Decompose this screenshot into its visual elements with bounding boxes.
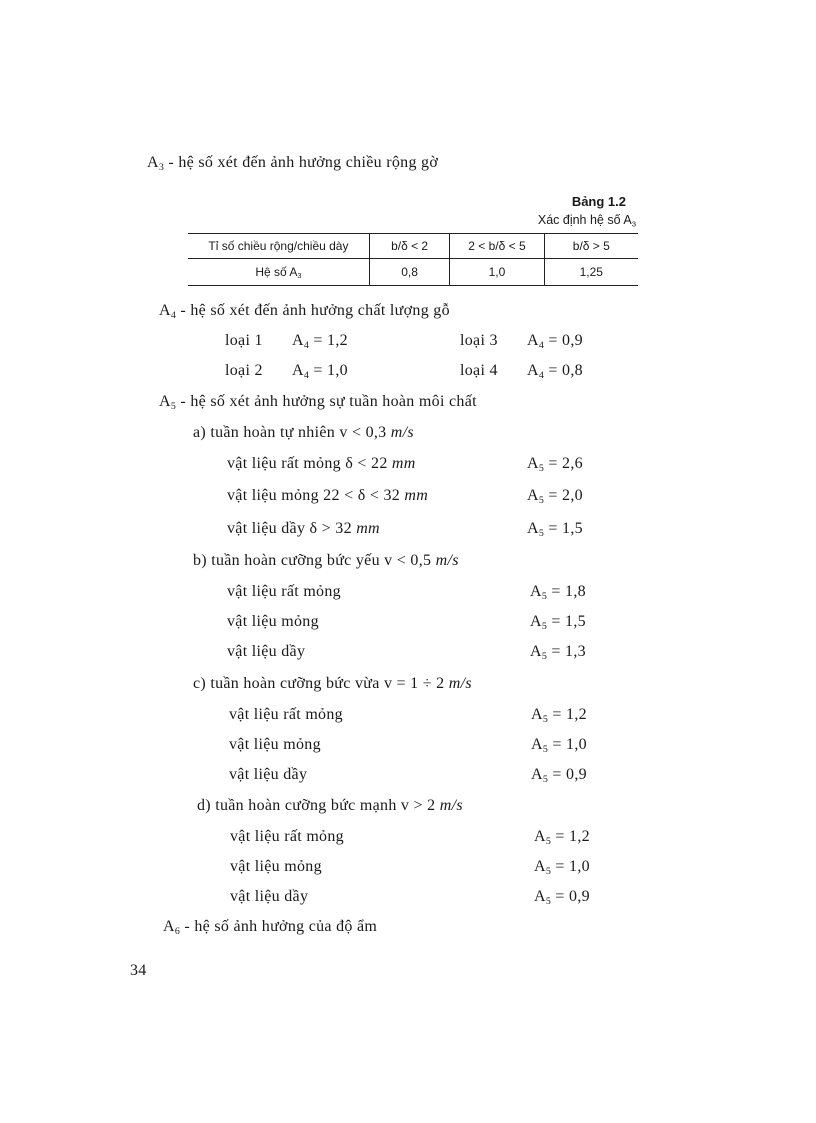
grade-value: = 1,0 (309, 362, 348, 379)
a4-intro-text: - hệ số xét đến ảnh hưởng chất lượng gỗ (176, 302, 450, 319)
item-text: vật liệu mỏng (229, 736, 321, 753)
section-unit: m/s (448, 675, 472, 692)
a5-a-item-2-value (527, 487, 583, 505)
a3-symbol: A (147, 154, 159, 171)
a5-d-item-3-value (534, 888, 590, 906)
page-number: 34 (130, 962, 147, 979)
table-header-cell: b/δ < 2 (369, 234, 449, 259)
item-value: = 1,5 (547, 613, 586, 630)
item-symbol: A (527, 520, 539, 537)
item-sub: 5 (542, 743, 549, 755)
item-text: vật liệu dầy (230, 888, 309, 905)
a5-c-item-3 (229, 766, 307, 784)
item-value: = 1,0 (548, 736, 587, 753)
a5-c-item-2-value (531, 736, 587, 754)
grade-sub: 4 (538, 369, 545, 381)
grade-value: = 0,8 (544, 362, 583, 379)
table-header-cell: b/δ > 5 (544, 234, 638, 259)
item-symbol: A (531, 766, 543, 783)
table-label: Bảng 1.2 (571, 194, 626, 209)
item-text: vật liệu dầy (227, 643, 306, 660)
section-unit: m/s (435, 552, 459, 569)
a4-intro (159, 302, 450, 320)
table-cell: 1,0 (450, 259, 544, 286)
a5-sub: 5 (170, 400, 177, 412)
item-symbol: A (527, 455, 539, 472)
item-sub: 5 (541, 620, 548, 632)
item-value: = 1,8 (547, 583, 586, 600)
section-heading-text: a) tuần hoàn tự nhiên v < 0,3 (193, 424, 391, 441)
item-text: vật liệu dầy (229, 766, 308, 783)
a4-grade-4 (460, 362, 498, 380)
grade-value: = 0,9 (544, 332, 583, 349)
a4-grade-3 (460, 332, 498, 350)
coefficient-table (188, 233, 638, 286)
item-unit: mm (391, 455, 416, 472)
a3-intro-text: - hệ số xét đến ảnh hưởng chiều rộng gờ (164, 154, 439, 171)
table-cell: 1,25 (544, 259, 638, 286)
item-sub: 5 (545, 865, 552, 877)
item-sub: 5 (542, 713, 549, 725)
table-header-cell: 2 < b/δ < 5 (450, 234, 544, 259)
table-row-label-sub: 3 (297, 271, 302, 281)
item-text: vật liệu mỏng 22 < δ < 32 (227, 487, 405, 504)
item-value: = 1,2 (548, 706, 587, 723)
grade-value: = 1,2 (309, 332, 348, 349)
item-value: = 2,0 (544, 487, 583, 504)
a5-intro-text: - hệ số xét ảnh hưởng sự tuần hoàn môi chất (176, 393, 477, 410)
a5-intro (159, 393, 477, 411)
grade-label: loại 4 (460, 362, 498, 379)
item-text: vật liệu mỏng (230, 858, 322, 875)
a4-sub: 4 (170, 309, 177, 321)
item-sub: 5 (541, 590, 548, 602)
a5-section-b-heading (193, 552, 459, 570)
a5-b-item-2 (227, 613, 319, 631)
item-value: = 1,3 (547, 643, 586, 660)
table-header-cell: Tỉ số chiều rộng/chiều dày (188, 234, 369, 259)
a4-grade-4-value (527, 362, 583, 380)
section-unit: m/s (439, 797, 463, 814)
item-sub: 5 (538, 494, 545, 506)
table-row-label-text: Hệ số A (255, 265, 298, 279)
item-text: vật liệu dầy δ > 32 (227, 520, 357, 537)
grade-sub: 4 (303, 339, 310, 351)
a5-d-item-2 (230, 858, 322, 876)
a5-symbol: A (159, 393, 171, 410)
item-symbol: A (530, 643, 542, 660)
a5-b-item-3-value (530, 643, 586, 661)
section-heading-text: b) tuần hoàn cưỡng bức yếu v < 0,5 (193, 552, 436, 569)
a5-section-d-heading (197, 797, 463, 815)
item-value: = 0,9 (548, 766, 587, 783)
item-sub: 5 (542, 773, 549, 785)
a5-c-item-1 (229, 706, 343, 724)
grade-label: loại 3 (460, 332, 498, 349)
section-unit: m/s (390, 424, 414, 441)
a3-intro (147, 154, 438, 172)
grade-symbol: A (527, 332, 539, 349)
item-value: = 1,2 (551, 828, 590, 845)
a6-symbol: A (163, 918, 175, 935)
item-symbol: A (531, 706, 543, 723)
item-sub: 5 (538, 527, 545, 539)
table-title (538, 213, 636, 227)
a5-d-item-1-value (534, 828, 590, 846)
a5-a-item-1 (227, 455, 416, 473)
a4-grade-1-value (292, 332, 348, 350)
a5-section-c-heading (193, 675, 472, 693)
item-text: vật liệu rất mỏng (227, 583, 341, 600)
grade-sub: 4 (538, 339, 545, 351)
a5-section-a-heading (193, 424, 414, 442)
item-text: vật liệu mỏng (227, 613, 319, 630)
a5-a-item-3-value (527, 520, 583, 538)
item-text: vật liệu rất mỏng δ < 22 (227, 455, 392, 472)
grade-symbol: A (292, 332, 304, 349)
a4-grade-2 (225, 362, 263, 380)
item-symbol: A (530, 583, 542, 600)
item-unit: mm (356, 520, 380, 537)
table-row-label (188, 259, 369, 286)
a5-a-item-2 (227, 487, 428, 505)
a5-d-item-3 (230, 888, 308, 906)
item-text: vật liệu rất mỏng (229, 706, 343, 723)
a3-sub: 3 (158, 161, 165, 173)
a5-c-item-2 (229, 736, 321, 754)
a5-d-item-1 (230, 828, 344, 846)
table-title-sub: 3 (631, 219, 636, 229)
item-sub: 5 (545, 835, 552, 847)
item-symbol: A (534, 858, 546, 875)
item-symbol: A (530, 613, 542, 630)
a5-b-item-1 (227, 583, 341, 601)
table-header-row (188, 234, 638, 259)
a5-d-item-2-value (534, 858, 590, 876)
a5-b-item-2-value (530, 613, 586, 631)
grade-label: loại 2 (225, 362, 263, 379)
item-symbol: A (534, 828, 546, 845)
a5-a-item-3 (227, 520, 380, 538)
item-value: = 0,9 (551, 888, 590, 905)
grade-sub: 4 (303, 369, 310, 381)
table-cell: 0,8 (369, 259, 449, 286)
item-symbol: A (531, 736, 543, 753)
table-row (188, 259, 638, 286)
a6-intro-text: - hệ số ảnh hưởng của độ ẩm (180, 918, 378, 935)
grade-symbol: A (527, 362, 539, 379)
a4-symbol: A (159, 302, 171, 319)
table-title-text: Xác định hệ số A (537, 213, 632, 227)
section-heading-text: c) tuần hoàn cưỡng bức vừa v = 1 ÷ 2 (193, 675, 449, 692)
section-heading-text: d) tuần hoàn cưỡng bức mạnh v > 2 (197, 797, 440, 814)
a6-intro (163, 918, 377, 936)
item-text: vật liệu rất mỏng (230, 828, 344, 845)
a6-sub: 6 (174, 925, 181, 937)
item-symbol: A (527, 487, 539, 504)
grade-symbol: A (292, 362, 304, 379)
item-sub: 5 (538, 462, 545, 474)
a5-a-item-1-value (527, 455, 583, 473)
item-unit: mm (404, 487, 429, 504)
a4-grade-3-value (527, 332, 583, 350)
item-value: = 1,5 (544, 520, 583, 537)
a5-c-item-1-value (531, 706, 587, 724)
grade-label: loại 1 (225, 332, 263, 349)
item-value: = 2,6 (544, 455, 583, 472)
item-value: = 1,0 (551, 858, 590, 875)
a5-b-item-1-value (530, 583, 586, 601)
item-sub: 5 (545, 895, 552, 907)
a5-b-item-3 (227, 643, 305, 661)
item-symbol: A (534, 888, 546, 905)
a4-grade-2-value (292, 362, 348, 380)
item-sub: 5 (541, 650, 548, 662)
a5-c-item-3-value (531, 766, 587, 784)
a4-grade-1 (225, 332, 263, 350)
